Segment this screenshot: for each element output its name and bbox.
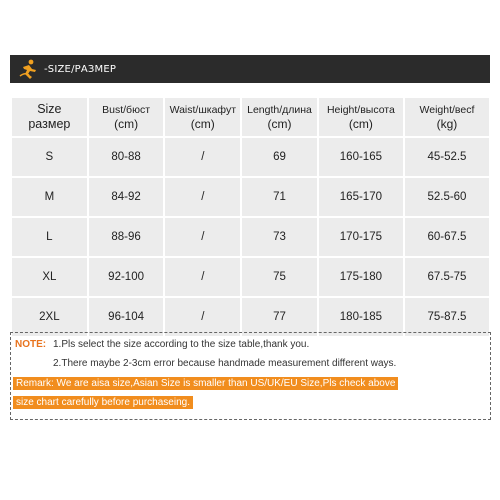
table-cell: / [165, 138, 240, 176]
table-header-cell [12, 98, 87, 136]
table-cell: 77 [242, 298, 317, 336]
table-cell: 69 [242, 138, 317, 176]
table-row [12, 218, 489, 256]
sport-figure-logo-icon [16, 57, 40, 81]
header-title: -SIZE/РАЗМЕР [44, 63, 117, 75]
table-row [12, 178, 489, 216]
table-cell: 96-104 [89, 298, 164, 336]
table-cell: 92-100 [89, 258, 164, 296]
remark-line-1: Remark: We are aisa size,Asian Size is smaller than US/UK/EU Size,Pls check above [13, 377, 398, 390]
table-cell: / [165, 178, 240, 216]
table-cell: XL [12, 258, 87, 296]
notes-box [10, 332, 491, 420]
header-cell-unit: (cm) [114, 117, 139, 131]
table-row [12, 298, 489, 336]
table-cell: 75 [242, 258, 317, 296]
header-cell-label: Weight/весf [419, 104, 475, 116]
table-cell: 175-180 [319, 258, 403, 296]
table-header-cell [242, 98, 317, 136]
table-row [12, 138, 489, 176]
table-header-cell [89, 98, 164, 136]
table-row [12, 258, 489, 296]
table-cell: 67.5-75 [405, 258, 489, 296]
table-cell: M [12, 178, 87, 216]
header-cell-unit: (cm) [267, 117, 292, 131]
header-cell-unit: (cm) [348, 117, 373, 131]
table-cell: 2XL [12, 298, 87, 336]
table-cell: 180-185 [319, 298, 403, 336]
header-cell-unit: (cm) [190, 117, 215, 131]
remark-line-2: size chart carefully before purchaseing. [13, 396, 193, 409]
table-cell: 73 [242, 218, 317, 256]
table-cell: 84-92 [89, 178, 164, 216]
table-cell: / [165, 218, 240, 256]
table-cell: 75-87.5 [405, 298, 489, 336]
table-cell: / [165, 258, 240, 296]
header-cell-label: Bust/бюст [102, 104, 151, 116]
header-cell-label: Length/длина [247, 104, 312, 116]
table-cell: L [12, 218, 87, 256]
table-cell: 60-67.5 [405, 218, 489, 256]
header-cell-label: Waist/шкафут [169, 104, 237, 116]
size-table [10, 96, 491, 338]
note-line-1: 1.Pls select the size according to the size table,thank you. [53, 339, 310, 350]
table-header-cell [405, 98, 489, 136]
header-bar [10, 55, 490, 83]
table-cell: S [12, 138, 87, 176]
table-cell: 165-170 [319, 178, 403, 216]
table-cell: / [165, 298, 240, 336]
header-cell-label: Size [37, 102, 62, 116]
header-cell-unit: (kg) [436, 117, 458, 131]
table-cell: 45-52.5 [405, 138, 489, 176]
header-cell-unit: размер [28, 117, 71, 131]
table-cell: 88-96 [89, 218, 164, 256]
table-cell: 170-175 [319, 218, 403, 256]
table-cell: 71 [242, 178, 317, 216]
table-header-cell [165, 98, 240, 136]
table-cell: 52.5-60 [405, 178, 489, 216]
table-cell: 160-165 [319, 138, 403, 176]
note-label: NOTE: [15, 339, 47, 350]
table-header-row [12, 98, 489, 136]
header-cell-label: Height/высота [326, 104, 395, 116]
table-header-cell [319, 98, 403, 136]
note-line-2: 2.There maybe 2-3cm error because handmade measurement different ways. [53, 358, 397, 369]
table-cell: 80-88 [89, 138, 164, 176]
